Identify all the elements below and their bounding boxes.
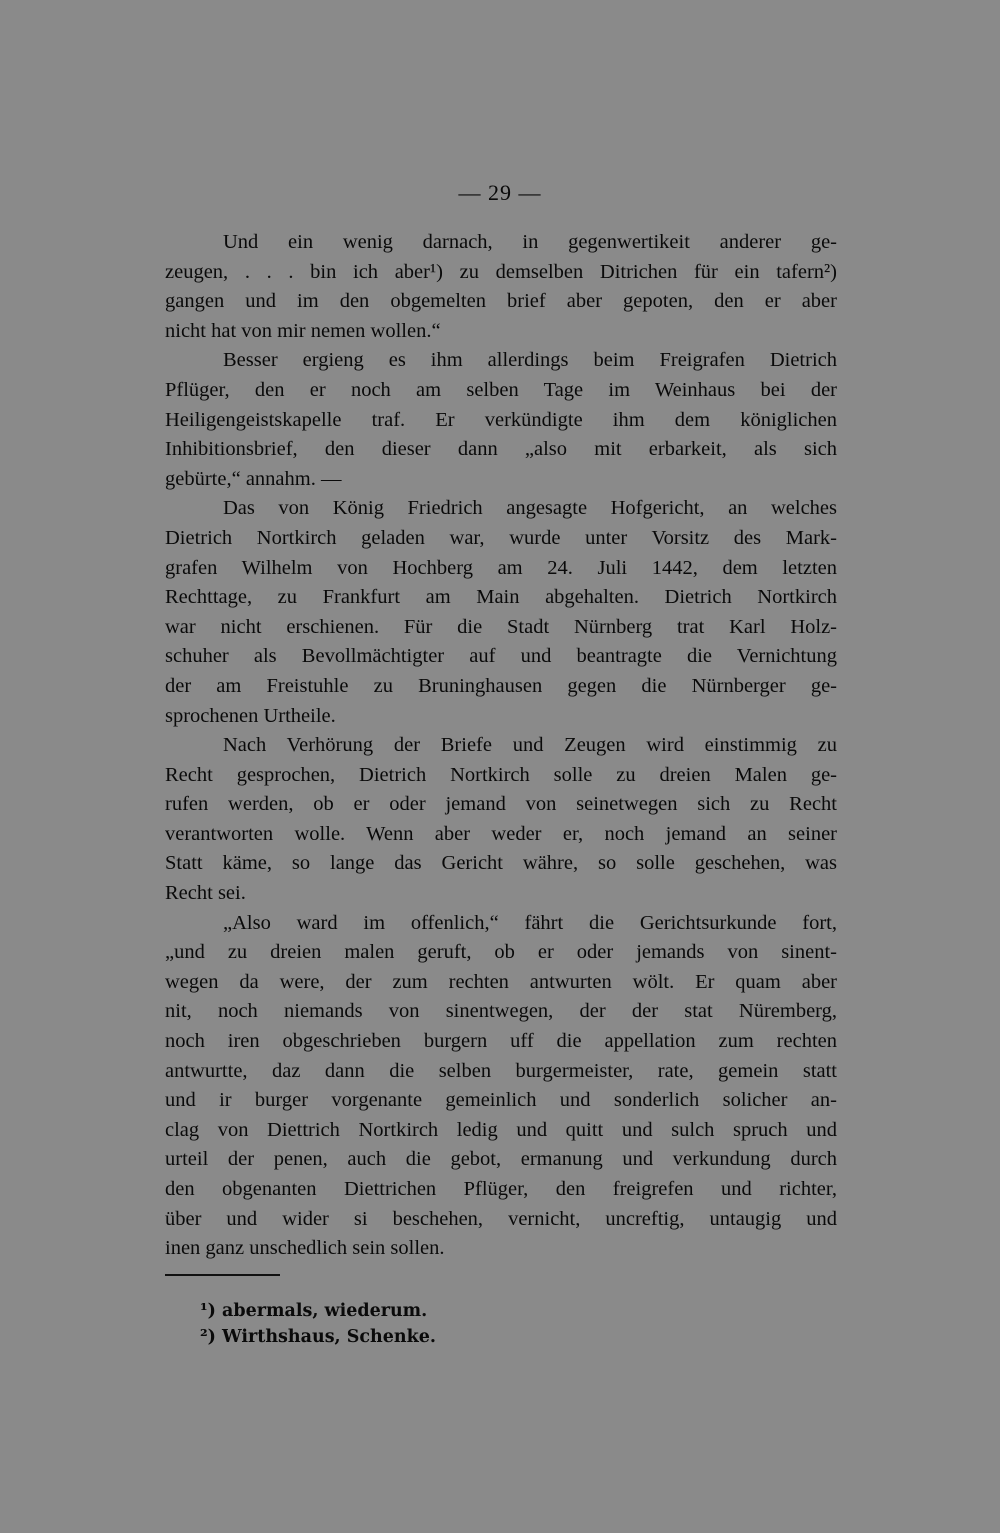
text-line: Recht sei.	[165, 882, 246, 905]
text-line: rufen werden, ob er oder jemand von seinetwegen sich zu Recht	[165, 793, 837, 816]
text-line: den obgenanten Diettrichen Pflüger, den freigrefen und richter,	[165, 1178, 837, 1200]
footnote-1: ¹) abermals, wiederum.	[200, 1301, 428, 1321]
text-line: Heiligengeistskapelle traf. Er verkündigte ihm dem königlichen	[165, 408, 837, 431]
text-line: sprochenen Urtheile.	[165, 704, 336, 727]
text-line: Dietrich Nortkirch geladen war, wurde unter Vorsitz des Mark-	[165, 526, 837, 549]
text-line: war nicht erschienen. Für die Stadt Nürnberg trat Karl Holz-	[165, 615, 837, 638]
text-line: Nach Verhörung der Briefe und Zeugen wird einstimmig zu	[223, 734, 837, 757]
page-number: — 29 —	[458, 180, 542, 205]
footnote-2: ²) Wirthshaus, Schenke.	[200, 1327, 436, 1347]
text-line: inen ganz unschedlich sein sollen.	[165, 1237, 445, 1260]
text-line: antwurtte, daz dann die selben burgermeister, rate, gemein statt	[165, 1059, 837, 1082]
footnotes	[200, 1298, 600, 1350]
text-line: Inhibitionsbrief, den dieser dann „also mit erbarkeit, als sich	[165, 438, 837, 461]
text-line: nit, noch niemands von sinentwegen, der der stat Nüremberg,	[165, 1000, 837, 1023]
text-line: der am Freistuhle zu Bruninghausen gegen die Nürnberger ge-	[165, 674, 837, 697]
text-line: über und wider si beschehen, vernicht, uncreftig, untaugig und	[165, 1207, 837, 1230]
text-line: gangen und im den obgemelten brief aber gepoten, den er aber	[165, 290, 837, 313]
text-line: Pflüger, den er noch am selben Tage im Weinhaus bei der	[165, 378, 837, 401]
text-line: urteil der penen, auch die gebot, ermanung und verkundung durch	[165, 1148, 837, 1171]
text-line: Und ein wenig darnach, in gegenwertikeit anderer ge-	[223, 231, 837, 253]
text-line: nicht hat von mir nemen wollen.“	[165, 319, 441, 342]
text-line: Recht gesprochen, Dietrich Nortkirch solle zu dreien Malen ge-	[165, 763, 837, 786]
text-line: noch iren obgeschrieben burgern uff die appellation zum rechten	[165, 1030, 837, 1053]
text-line: schuher als Bevollmächtigter auf und beantragte die Vernichtung	[165, 645, 837, 668]
text-line: clag von Diettrich Nortkirch ledig und quitt und sulch spruch und	[165, 1118, 837, 1141]
body-text	[165, 228, 837, 1264]
text-line: wegen da were, der zum rechten antwurten wölt. Er quam aber	[165, 970, 837, 993]
text-line: und ir burger vorgenante gemeinlich und sonderlich solicher an-	[165, 1089, 837, 1112]
footnote-divider	[165, 1274, 280, 1276]
text-line: Das von König Friedrich angesagte Hofgericht, an welches	[223, 497, 837, 520]
text-line: „Also ward im offenlich,“ fährt die Gerichtsurkunde fort,	[223, 911, 837, 934]
text-line: Besser ergieng es ihm allerdings beim Freigrafen Dietrich	[223, 349, 837, 372]
text-line: verantworten wolle. Wenn aber weder er, noch jemand an seiner	[165, 822, 837, 845]
text-line: „und zu dreien malen geruft, ob er oder jemands von sinent-	[165, 941, 837, 964]
text-line: Statt käme, so lange das Gericht währe, so solle geschehen, was	[165, 852, 837, 875]
text-line: grafen Wilhelm von Hochberg am 24. Juli 1442, dem letzten	[165, 556, 837, 579]
text-line: zeugen, . . . bin ich aber¹) zu demselben Ditrichen für ein tafern²)	[165, 260, 837, 283]
text-line: Rechttage, zu Frankfurt am Main abgehalten. Dietrich Nortkirch	[165, 586, 837, 609]
text-line: gebürte,“ annahm. —	[165, 467, 342, 490]
